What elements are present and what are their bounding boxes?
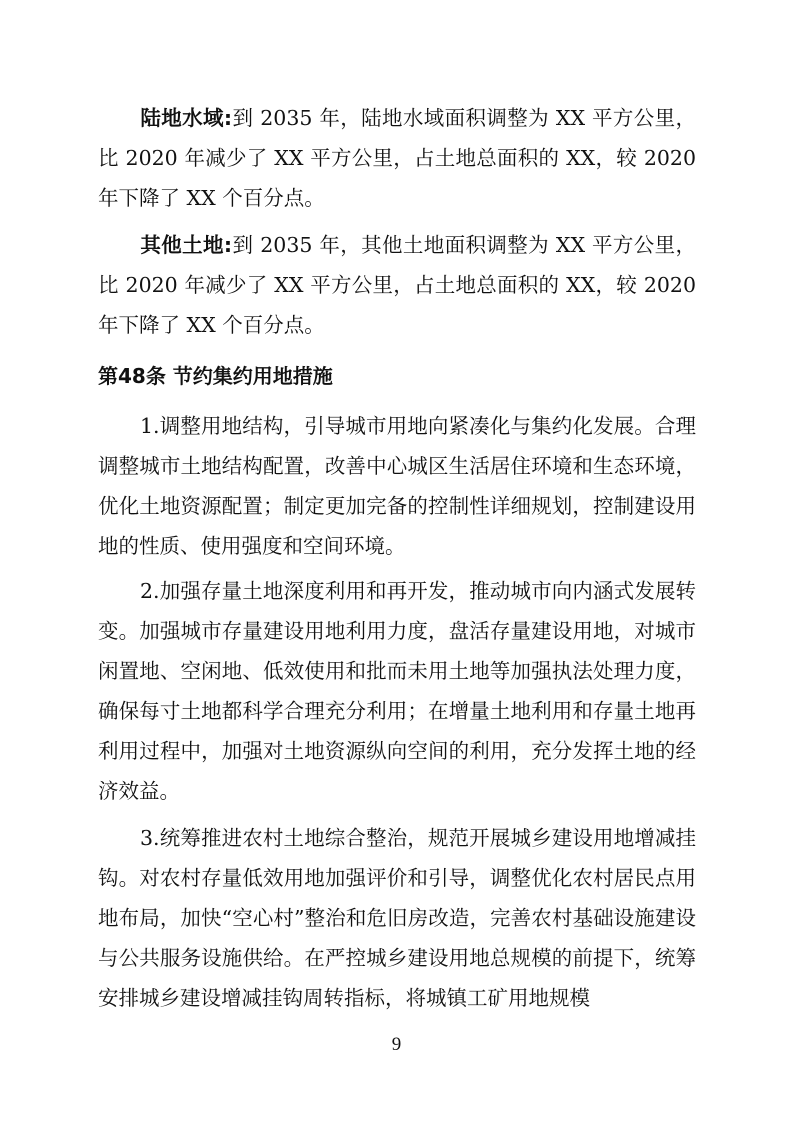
item-text: 3.统筹推进农村土地综合整治，规范开展城乡建设用地增减挂钩。对农村存量低效用地加强评价和引导，调整优化农村居民点用地布局，加快“空心村”整治和危旧房改造，完善农村基础设施建设与公共服务设施供给。在严控城乡建设用地总规模的前提下，统筹安排城乡建设增减挂钩周转指标，将城镇工矿用地规模 xyxy=(98,826,696,1010)
paragraph-other-land xyxy=(98,225,696,345)
page-number: 9 xyxy=(391,1034,402,1055)
paragraph-text: 到 2035 年，其他土地面积调整为 XX 平方公里，比 2020 年减少了 XX 平方公里，占土地总面积的 XX，较 2020 年下降了 XX 个百分点。 xyxy=(98,233,696,337)
paragraph-lead: 陆地水域: xyxy=(140,106,233,130)
item-text: 1.调整用地结构，引导城市用地向紧凑化与集约化发展。合理调整城市土地结构配置，改善中心城区生活居住环境和生态环境，优化土地资源配置；制定更加完备的控制性详细规划，控制建设用地的性质、使用强度和空间环境。 xyxy=(98,414,696,558)
list-item-2 xyxy=(98,571,696,811)
list-item-3 xyxy=(98,818,696,1018)
list-item-1 xyxy=(98,406,696,566)
section-heading: 第48条 节约集约用地措施 xyxy=(98,364,333,388)
paragraph-lead: 其他土地: xyxy=(140,233,233,257)
paragraph-land-water xyxy=(98,98,696,218)
paragraph-text: 到 2035 年，陆地水域面积调整为 XX 平方公里，比 2020 年减少了 XX 平方公里，占土地总面积的 XX，较 2020 年下降了 XX 个百分点。 xyxy=(98,106,696,210)
item-text: 2.加强存量土地深度利用和再开发，推动城市向内涵式发展转变。加强城市存量建设用地利用力度，盘活存量建设用地，对城市闲置地、空闲地、低效使用和批而未用土地等加强执法处理力度，确保每寸土地都科学合理充分利用；在增量土地利用和存量土地再利用过程中，加强对土地资源纵向空间的利用，充分发挥土地的经济效益。 xyxy=(98,579,696,803)
